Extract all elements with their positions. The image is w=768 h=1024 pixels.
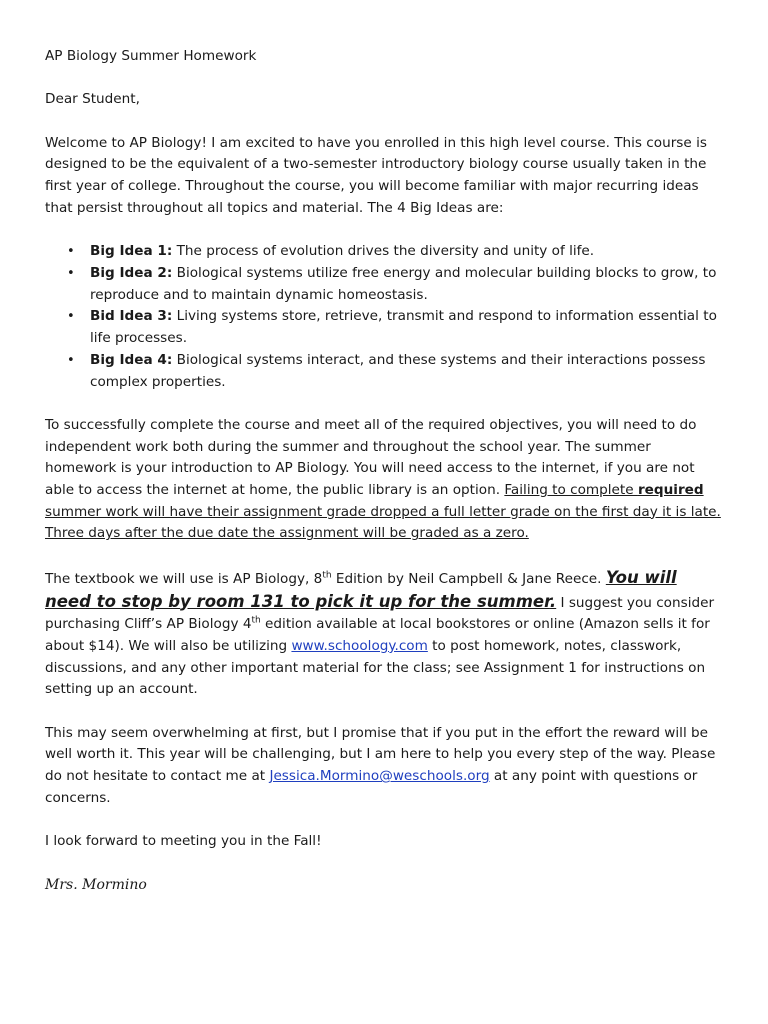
big-idea-text: The process of evolution drives the diversity and unity of life. (172, 243, 595, 260)
bullet-icon: • (67, 309, 75, 325)
big-ideas-list (45, 241, 724, 393)
contact-text: at any point with questions or concerns. (45, 768, 698, 806)
warning-required: required (637, 482, 704, 498)
textbook-text: edition available at local bookstores or online (Amazon sells it for about $14). We will also be utilizing (45, 616, 710, 654)
big-idea-label: Big Idea 4: (90, 351, 173, 368)
schoology-link[interactable]: www.schoology.com (291, 637, 428, 654)
big-idea-label: Bid Idea 3: (90, 308, 173, 325)
list-item (67, 350, 724, 393)
contact-text: This may seem overwhelming at first, but I promise that if you put in the effort the reward will be well worth it. This year will be challenging, but I am here to help you every step of the way. Please do not hesitate to contact me at (45, 724, 716, 785)
edition-superscript: th (251, 615, 261, 626)
textbook-text: Edition by Neil Campbell & Jane Reece. (331, 570, 606, 587)
big-idea-text: Living systems store, retrieve, transmit and respond to information essential to life processes. (90, 308, 717, 347)
pickup-period: . (549, 591, 557, 611)
summer-work-text: To successfully complete the course and meet all of the required objectives, you will need to do independent work both during the summer and throughout the school year. The summer homework is your introduction to AP Biology. You will need access to the internet, if you are not able to access the internet at home, the public library is an option. (45, 416, 697, 498)
bullet-icon: • (67, 265, 75, 281)
big-idea-text: Biological systems utilize free energy and molecular building blocks to grow, to reproduce and to maintain dynamic homeostasis. (90, 264, 717, 303)
warning-text-end: summer work will have their assignment grade dropped a full letter grade on the first day it is late. Three days after the due date the assignment will be graded as a zero. (45, 503, 721, 542)
email-link[interactable]: Jessica.Mormino@weschools.org (269, 768, 490, 785)
textbook-text: The textbook we will use is AP Biology, 8 (45, 570, 323, 587)
bullet-icon: • (67, 352, 75, 368)
textbook-paragraph (45, 567, 724, 701)
textbook-text: I suggest you consider purchasing Cliff’s AP Biology 4 (45, 594, 715, 633)
greeting: Dear Student, (45, 91, 140, 108)
textbook-text: to post homework, notes, classwork, discussions, and any other important material for the class; see Assignment 1 for instructions on setting up an account. (45, 637, 706, 698)
warning-text: Failing to complete (504, 482, 638, 498)
pickup-text: You will need to stop by room 131 to pick it up for the summer (45, 567, 677, 611)
big-idea-label: Big Idea 2: (90, 264, 173, 281)
big-idea-text: Biological systems interact, and these systems and their interactions possess complex properties. (90, 351, 706, 390)
bullet-icon: • (67, 244, 75, 260)
contact-paragraph (45, 723, 724, 810)
summer-work-paragraph (45, 415, 724, 545)
intro-paragraph: Welcome to AP Biology! I am excited to have you enrolled in this high level course. This course is designed to be the equivalent of a two-semester introductory biology course usually taken in the first year of college. Throughout the course, you will become familiar with major recurring ideas that persist throughout all topics and material. The 4 Big Ideas are: (45, 134, 707, 216)
closing-line: I look forward to meeting you in the Fall! (45, 833, 322, 850)
document-title: AP Biology Summer Homework (45, 48, 257, 64)
list-item (67, 263, 724, 306)
edition-superscript: th (322, 570, 332, 581)
list-item (67, 306, 724, 349)
list-item (67, 241, 724, 263)
big-idea-label: Big Idea 1: (90, 243, 173, 260)
signature: Mrs. Mormino (45, 876, 147, 893)
